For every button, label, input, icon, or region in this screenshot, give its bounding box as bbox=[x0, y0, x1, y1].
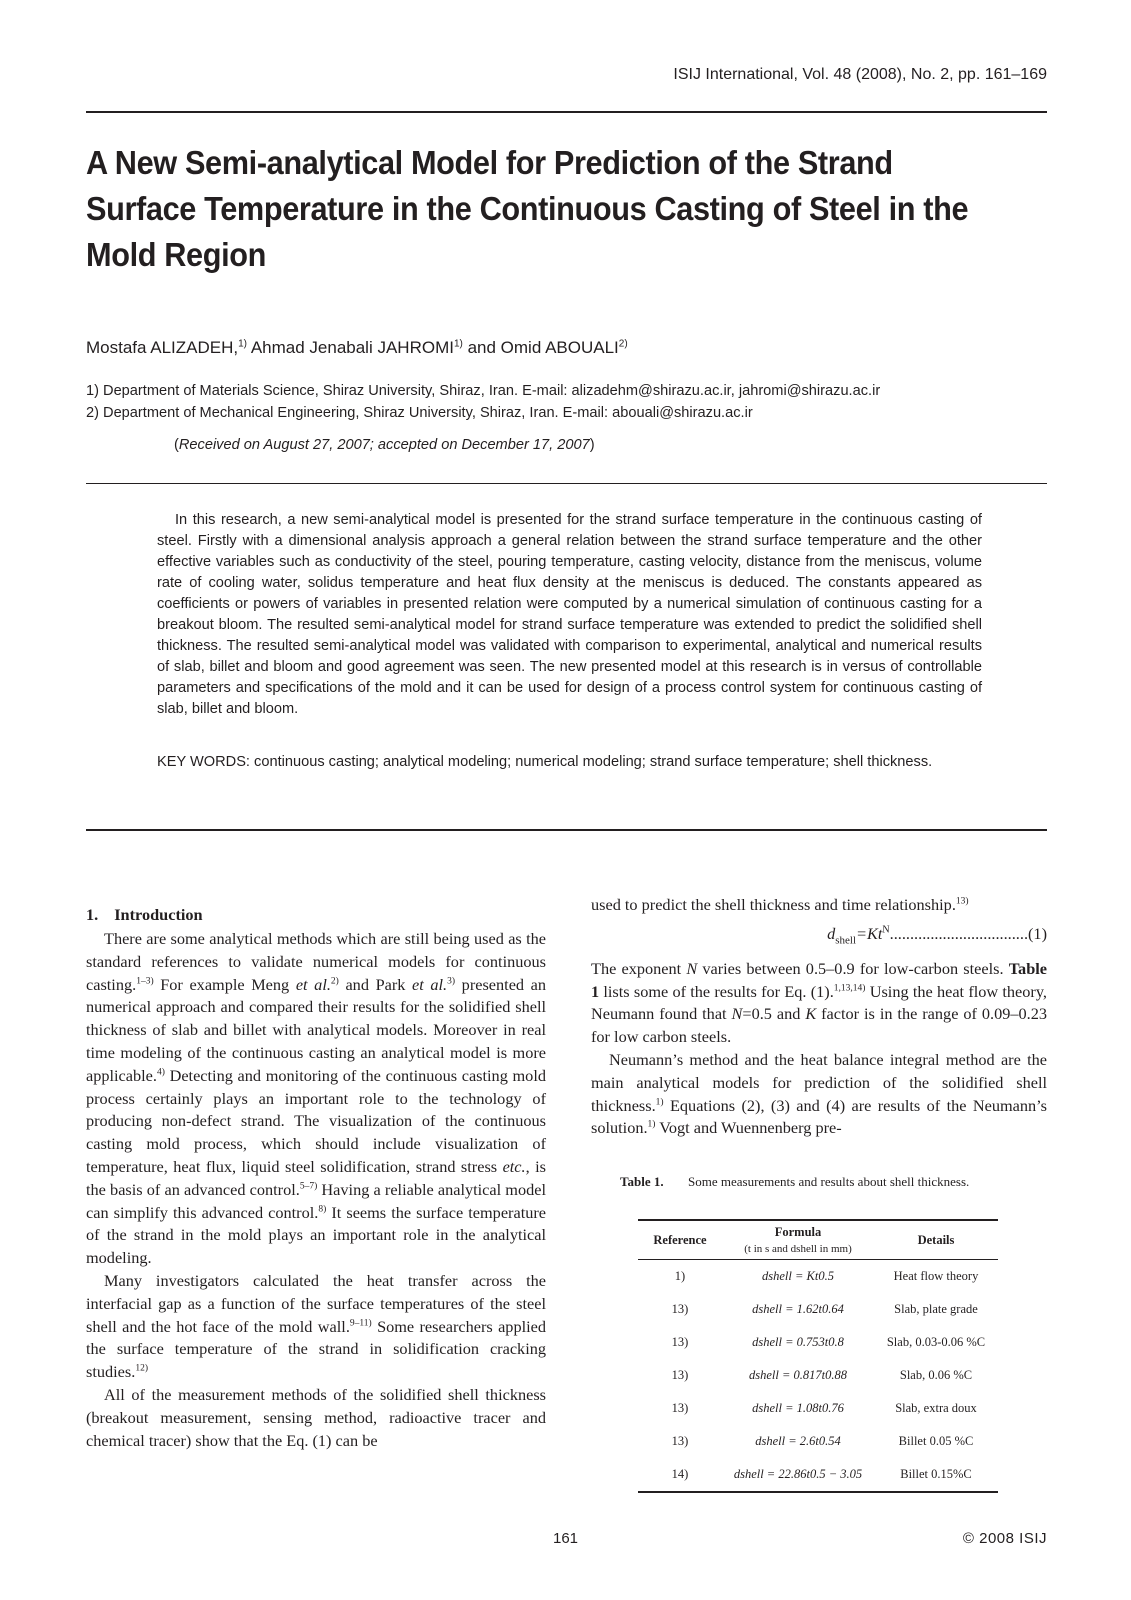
author-name: and Omid ABOUALI bbox=[462, 338, 619, 357]
table-row bbox=[638, 1326, 998, 1359]
author-affiliation-mark: 1) bbox=[238, 338, 248, 350]
table-cell-details: Heat flow theory bbox=[893, 1269, 979, 1283]
table-header-details: Details bbox=[874, 1220, 998, 1260]
equation-1: $d_{shell}=Kt^N..................................(1)$ bbox=[827, 923, 1047, 947]
table-cell-formula: dshell = 22.86t0.5 − 3.05 bbox=[722, 1458, 874, 1492]
table-cell-formula: dshell = 0.817t0.88 bbox=[748, 1368, 848, 1382]
top-rule bbox=[86, 111, 1047, 113]
table-cell-formula: dshell = 1.62t0.64 bbox=[752, 1302, 844, 1316]
body-paragraph: The exponent N varies between 0.5–0.9 for low-carbon steels. Table 1 lists some of the results for Eq. (1).$^{1,13,14)}$ Using the heat flow theory, Neumann found that N=0.5 and K factor is in the range of 0.09–0.23 for low carbon steels. bbox=[591, 958, 1047, 1047]
table-cell-details: Slab, 0.03-0.06 %C bbox=[886, 1335, 986, 1349]
citation: 5–7) bbox=[299, 1181, 318, 1192]
citation: 3) bbox=[447, 976, 456, 987]
section-title: Introduction bbox=[114, 905, 203, 924]
section-rule bbox=[86, 829, 1047, 831]
author-affiliation-mark: 1) bbox=[453, 338, 463, 350]
table-row bbox=[638, 1392, 998, 1425]
table-cell-formula: dshell = 1.08t0.76 bbox=[752, 1401, 844, 1415]
citation: 13) bbox=[955, 896, 969, 907]
table-row bbox=[638, 1425, 998, 1458]
citation: 12) bbox=[135, 1363, 148, 1374]
citation: 1) bbox=[655, 1097, 664, 1108]
page-number: 161 bbox=[553, 1530, 579, 1547]
citation: 2) bbox=[330, 976, 339, 987]
paper-title bbox=[86, 140, 979, 278]
citation: 4) bbox=[156, 1067, 165, 1078]
table-row bbox=[638, 1293, 998, 1326]
table-header-row bbox=[638, 1220, 998, 1260]
body-paragraph: used to predict the shell thickness and time relationship.$^{13)}$ bbox=[591, 895, 969, 914]
data-table bbox=[638, 1219, 998, 1493]
citation: 9–11) bbox=[349, 1318, 372, 1329]
table-cell-details: Billet 0.15%C bbox=[874, 1458, 998, 1492]
affiliation: 2) Department of Mechanical Engineering, Shiraz University, Shiraz, Iran. E-mail: abouali@shirazu.ac.ir bbox=[86, 405, 753, 421]
title-line: Mold Region bbox=[86, 236, 267, 273]
table-caption bbox=[620, 1173, 1015, 1191]
table-row bbox=[638, 1260, 998, 1294]
affiliation: 1) Department of Materials Science, Shiraz University, Shiraz, Iran. E-mail: alizadehm@shirazu.ac.ir, jahromi@shirazu.ac.ir bbox=[86, 383, 881, 399]
table-cell-formula: dshell = 0.753t0.8 bbox=[752, 1335, 844, 1349]
body-column-left bbox=[86, 904, 546, 1452]
table-header-reference: Reference bbox=[638, 1220, 722, 1260]
table-cell-details: Slab, 0.06 %C bbox=[899, 1368, 973, 1382]
table-row bbox=[638, 1458, 998, 1492]
table-cell-reference: 13) bbox=[671, 1302, 689, 1316]
table-cell-reference: 13) bbox=[671, 1401, 689, 1415]
table-row bbox=[638, 1359, 998, 1392]
table-cell-formula: dshell = Kt0.5 bbox=[762, 1269, 834, 1283]
citation: 8) bbox=[318, 1204, 327, 1215]
citation: 1,13,14) bbox=[833, 983, 866, 994]
table-cell-details: Slab, plate grade bbox=[894, 1302, 978, 1316]
citation: 1–3) bbox=[136, 976, 154, 987]
section-rule bbox=[86, 483, 1047, 484]
author-name: Ahmad Jenabali JAHROMI bbox=[247, 338, 454, 357]
received-text: Received on August 27, 2007; accepted on December 17, 2007 bbox=[178, 437, 590, 453]
table-cell-reference: 13) bbox=[671, 1335, 689, 1349]
copyright: © 2008 ISIJ bbox=[962, 1530, 1047, 1547]
table-cell-reference: 13) bbox=[671, 1434, 689, 1448]
citation: 1) bbox=[647, 1120, 656, 1130]
title-line: A New Semi-analytical Model for Prediction of the Strand bbox=[86, 144, 893, 181]
body-paragraph: Neumann’s method and the heat balance integral method are the main analytical models for prediction of the solidified shell thickness.$^{1)}$ Equations (2), (3) and (4) are results of the Neumann’s solution.$^{1)}$ Vogt and Wuennenberg pre- bbox=[591, 1050, 1047, 1138]
table-cell-details: Billet 0.05 %C bbox=[898, 1434, 974, 1448]
received-date: (Received on August 27, 2007; accepted on December 17, 2007) bbox=[174, 437, 595, 453]
table-header-formula: Formula (t in s and dshell in mm) bbox=[722, 1220, 874, 1260]
author-name: Mostafa ALIZADEH, bbox=[86, 338, 239, 357]
body-paragraph: All of the measurement methods of the solidified shell thickness (breakout measurement, sensing method, radioactive tracer and chemical tracer) show that the Eq. (1) can be bbox=[86, 1384, 546, 1450]
author-list bbox=[86, 338, 628, 358]
table-cell-details: Slab, extra doux bbox=[895, 1401, 977, 1415]
title-line: Surface Temperature in the Continuous Casting of Steel in the bbox=[86, 190, 969, 227]
table-cell-reference: 14) bbox=[638, 1458, 722, 1492]
table-caption-text: Some measurements and results about shell thickness. bbox=[688, 1174, 970, 1189]
abstract: In this research, a new semi-analytical model is presented for the strand surface temperature in the continuous casting of steel. Firstly with a dimensional analysis approach a general relation between the strand surface temperature and the other effective variables such as conductivity of the steel, pouring temperature, casting velocity, distance from the meniscus, volume rate of cooling water, solidus temperature and heat flux density at the meniscus is deduced. The constants appeared as coefficients or powers of variables in presented relation were computed by a numerical simulation of continuous casting for a breakout bloom. The resulted semi-analytical model for strand surface temperature was extended to predict the solidified shell thickness. The resulted semi-analytical model was validated with comparison to experimental, analytical and numerical results of slab, billet and bloom and good agreement was seen. The new presented model at this research is in versus of controllable parameters and specifications of the mold and it can be used for design of a process control system for continuous casting of slab, billet and bloom. bbox=[157, 512, 982, 717]
table-caption-label: Table 1. bbox=[620, 1174, 664, 1189]
author-affiliation-mark: 2) bbox=[618, 338, 628, 350]
body-paragraph: Many investigators calculated the heat transfer across the interfacial gap as a function of the surface temperatures of the steel shell and the hot face of the mold wall.$^{9-11)}$ Some researchers applied the surface temperature of the strand in solidification cracking studies.$^{12)}$ bbox=[86, 1270, 546, 1382]
section-number: 1. bbox=[86, 905, 99, 924]
table-cell-reference: 1) bbox=[674, 1269, 686, 1283]
body-column-right bbox=[591, 894, 1047, 1140]
keywords: KEY WORDS: continuous casting; analytical modeling; numerical modeling; strand surface temperature; shell thickness. bbox=[157, 754, 933, 770]
table-cell-formula: dshell = 2.6t0.54 bbox=[755, 1434, 841, 1448]
body-paragraph: There are some analytical methods which are still being used as the standard references to validate numerical models for continuous casting.$^{1-3)}$ For example Meng et al.$^{2)}$ and Park et al.$^{3)}$ presented an numerical approach and compared their results for the solidified shell thickness of slab and billet with analytical models. Moreover in real time modeling of the continuous casting an analytical model is more applicable.$^{4)}$ Detecting and monitoring of the continuous casting mold process certainly plays an important role to the technology of producing non-defect strand. The visualization of the continuous casting mold process, which should include visualization of temperature, heat flux, liquid steel solidification, strand stress etc., is the basis of an advanced control.$^{5-7)}$ Having a reliable analytical model can simplify this advanced control.$^{8)}$ It seems the surface temperature of the strand in the mold plays an important role in the analytical modeling. bbox=[86, 929, 547, 1268]
journal-header: ISIJ International, Vol. 48 (2008), No. 2, pp. 161–169 bbox=[673, 66, 1047, 83]
table-cell-reference: 13) bbox=[671, 1368, 689, 1382]
